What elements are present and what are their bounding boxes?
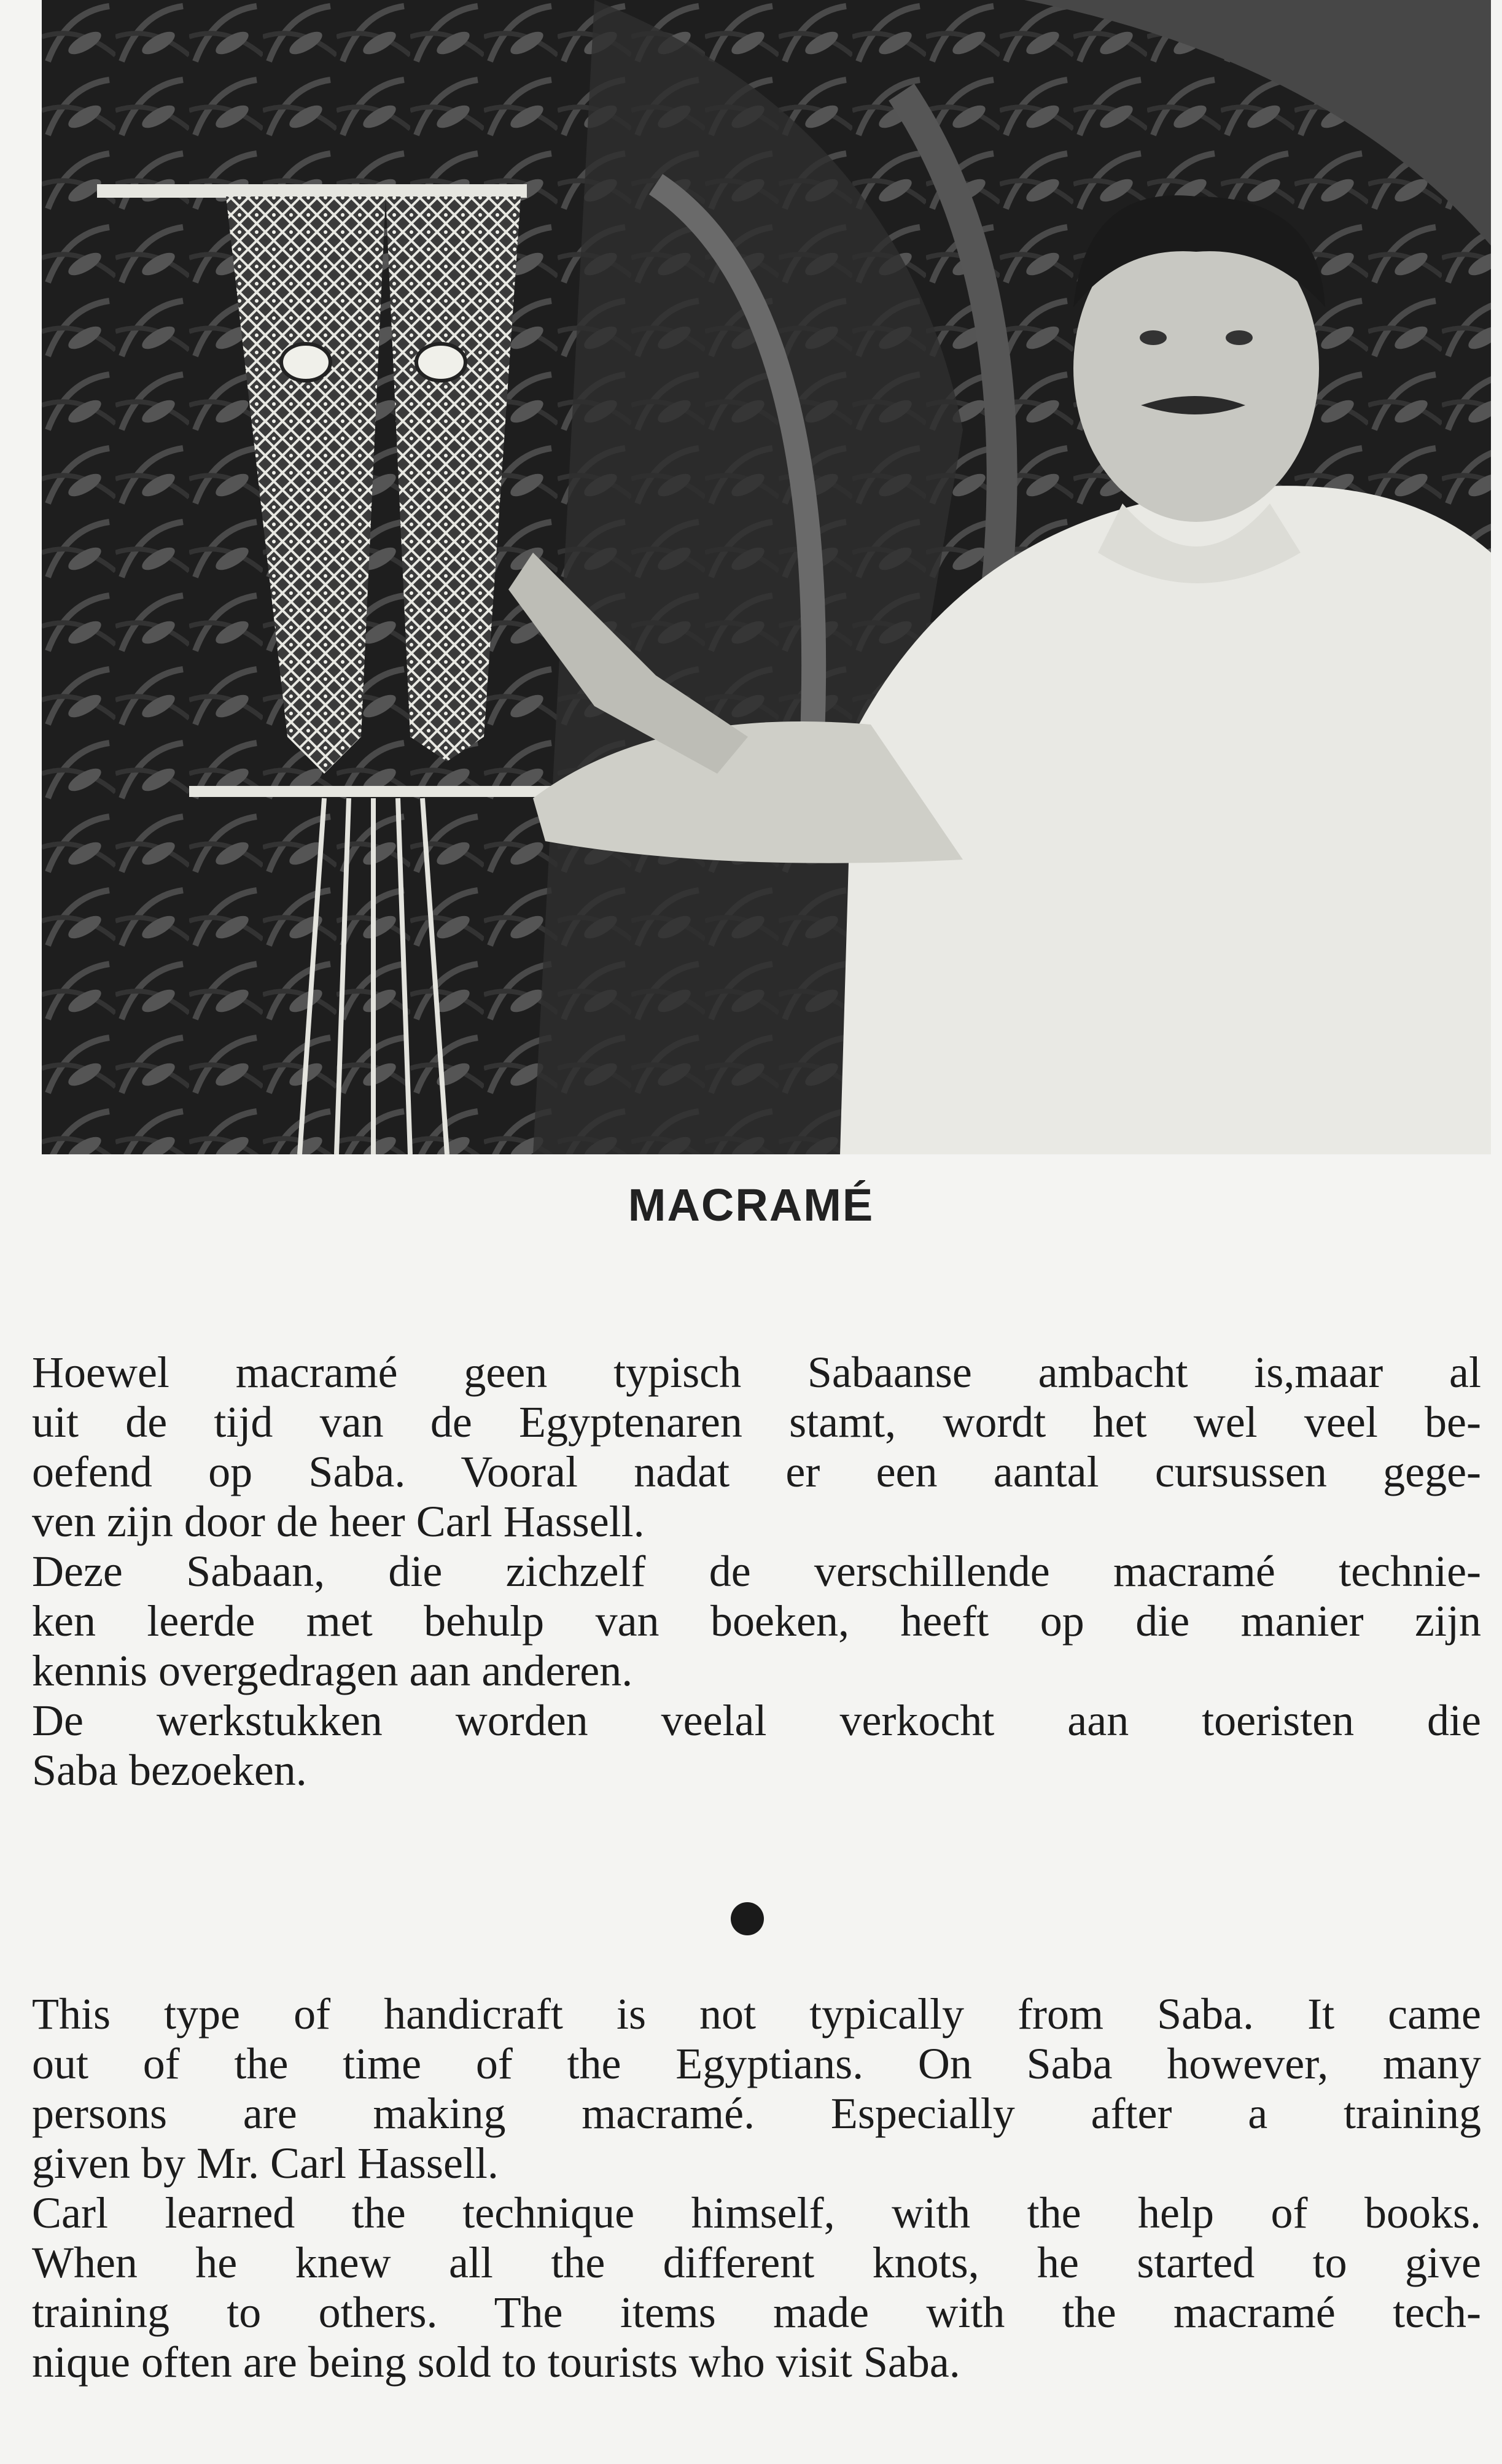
english-line: Carl learned the technique himself, with the help of books. [32,2188,1481,2237]
dutch-line: kennis overgedragen aan anderen. [32,1646,633,1695]
section-divider-bullet [731,1902,764,1935]
english-line: nique often are being sold to tourists who visit Saba. [32,2338,960,2387]
dutch-line: Hoewel macramé geen typisch Sabaanse ambacht is,maar al [32,1348,1481,1397]
english-line: out of the time of the Egyptians. On Saba however, many [32,2039,1481,2088]
english-line: When he knew all the different knots, he started to give [32,2238,1481,2287]
dutch-paragraph [32,1348,1481,1795]
dutch-line: oefend op Saba. Vooral nadat er een aantal cursussen gege- [32,1447,1481,1496]
caption-title: MACRAMÉ [628,1180,874,1230]
dutch-line: uit de tijd van de Egyptenaren stamt, wordt het wel veel be- [32,1397,1481,1447]
english-line: training to others. The items made with the macramé tech- [32,2288,1481,2337]
macrame-photo [42,0,1491,1154]
english-line: persons are making macramé. Especially after a training [32,2089,1481,2138]
dutch-line: Deze Sabaan, die zichzelf de verschillende macramé technie- [32,1547,1481,1596]
english-paragraph [32,1989,1481,2387]
dutch-line: ven zijn door de heer Carl Hassell. [32,1497,645,1546]
dutch-line: Saba bezoeken. [32,1746,307,1795]
english-line: This type of handicraft is not typically from Saba. It came [32,1989,1481,2038]
dutch-line: De werkstukken worden veelal verkocht aan toeristen die [32,1696,1481,1745]
english-line: given by Mr. Carl Hassell. [32,2139,499,2188]
dutch-line: ken leerde met behulp van boeken, heeft op die manier zijn [32,1596,1481,1646]
photo-illustration [42,0,1491,1154]
